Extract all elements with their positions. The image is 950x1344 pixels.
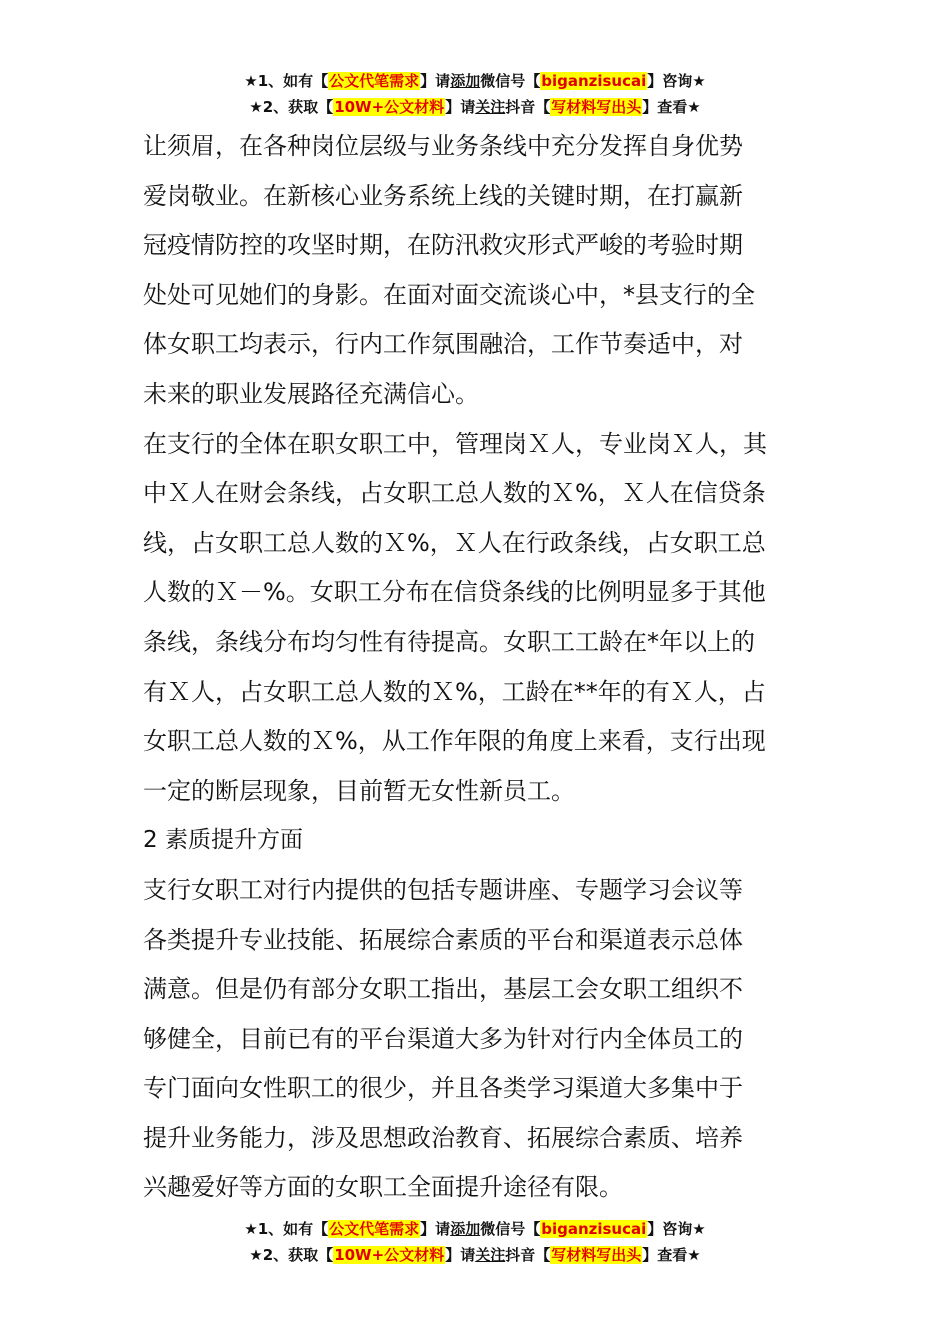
banner-highlight: 10W+公文材料 <box>334 1246 445 1264</box>
body-line: 人数的Ｘ－%。女职工分布在信贷条线的比例明显多于其他 <box>143 578 766 607</box>
banner-text: 】请 <box>445 1246 476 1264</box>
banner-wechat-id: biganzisucai <box>541 72 647 90</box>
banner-text: 抖音【 <box>505 1246 551 1264</box>
banner-line-1 <box>0 1216 950 1242</box>
body-line: 爱岗敬业。在新核心业务系统上线的关键时期，在打赢新 <box>143 181 743 210</box>
banner-douyin-id: 写材料写出头 <box>551 98 642 116</box>
banner-text: ★1、如有【 <box>244 72 329 90</box>
banner-text: 抖音【 <box>505 98 551 116</box>
body-line: 在支行的全体在职女职工中，管理岗Ｘ人，专业岗Ｘ人，其 <box>143 429 767 458</box>
banner-text: 】查看★ <box>642 98 701 116</box>
banner-text: ★2、获取【 <box>249 1246 334 1264</box>
body-line: 女职工总人数的Ｘ%，从工作年限的角度上来看，支行出现 <box>143 727 766 756</box>
banner-underline: 关注 <box>475 98 506 116</box>
banner-text: 】查看★ <box>642 1246 701 1264</box>
body-line: 未来的职业发展路径充满信心。 <box>143 379 479 408</box>
banner-text: 】请 <box>420 1220 451 1238</box>
banner-text: 微信号【 <box>480 72 541 90</box>
banner-text: 】请 <box>445 98 476 116</box>
body-line: 中Ｘ人在财会条线，占女职工总人数的Ｘ%，Ｘ人在信贷条 <box>143 479 766 508</box>
banner-text: 】咨询★ <box>647 72 706 90</box>
banner-underline: 添加 <box>450 1220 481 1238</box>
document-body <box>143 122 811 1213</box>
banner-text: ★1、如有【 <box>244 1220 329 1238</box>
banner-underline: 关注 <box>475 1246 506 1264</box>
banner-douyin-id: 写材料写出头 <box>551 1246 642 1264</box>
banner-line-2 <box>0 94 950 120</box>
body-line: 各类提升专业技能、拓展综合素质的平台和渠道表示总体 <box>143 925 743 954</box>
body-line: 一定的断层现象，目前暂无女性新员工。 <box>143 776 575 805</box>
header-banner <box>0 68 950 120</box>
body-line: 处处可见她们的身影。在面对面交流谈心中，*县支行的全 <box>143 280 755 309</box>
body-line: 满意。但是仍有部分女职工指出，基层工会女职工组织不 <box>143 975 743 1004</box>
banner-underline: 添加 <box>450 72 481 90</box>
body-line: 兴趣爱好等方面的女职工全面提升途径有限。 <box>143 1173 623 1202</box>
body-line: 够健全，目前已有的平台渠道大多为针对行内全体员工的 <box>143 1024 743 1053</box>
banner-text: 】请 <box>420 72 451 90</box>
banner-wechat-id: biganzisucai <box>541 1220 647 1238</box>
body-line: 有Ｘ人，占女职工总人数的Ｘ%，工龄在**年的有Ｘ人，占 <box>143 677 766 706</box>
banner-text: 】咨询★ <box>647 1220 706 1238</box>
banner-line-1 <box>0 68 950 94</box>
footer-banner <box>0 1216 950 1268</box>
banner-text: 微信号【 <box>480 1220 541 1238</box>
body-line: 支行女职工对行内提供的包括专题讲座、专题学习会议等 <box>143 875 743 904</box>
banner-highlight: 10W+公文材料 <box>334 98 445 116</box>
body-line: 条线，条线分布均匀性有待提高。女职工工龄在*年以上的 <box>143 627 755 656</box>
body-line: 冠疫情防控的攻坚时期，在防汛救灾形式严峻的考验时期 <box>143 231 743 260</box>
banner-text: ★2、获取【 <box>249 98 334 116</box>
banner-highlight: 公文代笔需求 <box>329 1220 420 1238</box>
body-line: 让须眉，在各种岗位层级与业务条线中充分发挥自身优势 <box>143 132 743 160</box>
body-line: 提升业务能力，涉及思想政治教育、拓展综合素质、培养 <box>143 1123 743 1152</box>
banner-line-2 <box>0 1242 950 1268</box>
body-line: 专门面向女性职工的很少，并且各类学习渠道大多集中于 <box>143 1074 743 1103</box>
body-line: 线，占女职工总人数的Ｘ%，Ｘ人在行政条线，占女职工总 <box>143 528 766 557</box>
banner-highlight: 公文代笔需求 <box>329 72 420 90</box>
section-heading: 2 素质提升方面 <box>143 827 303 854</box>
body-line: 体女职工均表示，行内工作氛围融洽，工作节奏适中，对 <box>143 330 743 359</box>
